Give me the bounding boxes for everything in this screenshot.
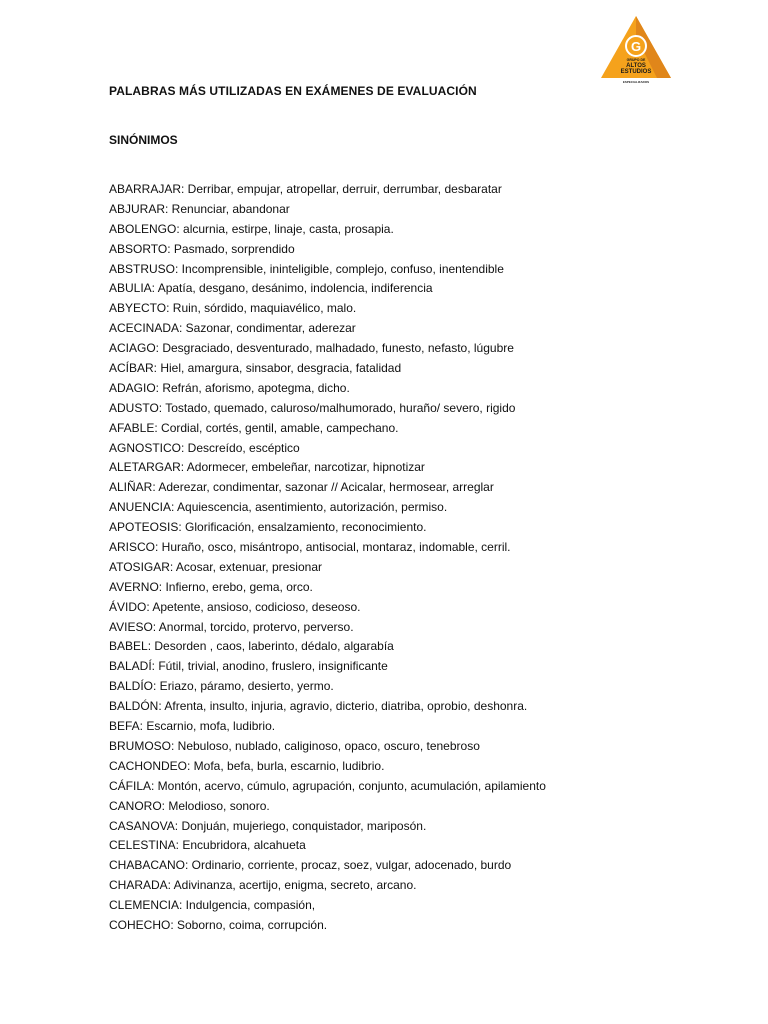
synonym-entry: BALDÓN: Afrenta, insulto, injuria, agravio, dicterio, diatriba, oprobio, deshonra.: [109, 699, 528, 714]
synonym-entry: ABARRAJAR: Derribar, empujar, atropellar, derruir, derrumbar, desbaratar: [109, 182, 502, 196]
synonym-entry: APOTEOSIS: Glorificación, ensalzamiento, reconocimiento.: [109, 520, 427, 535]
synonym-entry: CLEMENCIA: Indulgencia, compasión,: [109, 898, 316, 913]
section-heading: SINÓNIMOS: [109, 133, 178, 147]
synonym-entry: ANUENCIA: Aquiescencia, asentimiento, autorización, permiso.: [109, 500, 448, 515]
synonym-entry: CÁFILA: Montón, acervo, cúmulo, agrupación, conjunto, acumulación, apilamiento: [109, 778, 546, 793]
synonym-entry: ATOSIGAR: Acosar, extenuar, presionar: [109, 559, 322, 574]
logo-letter: G: [630, 39, 642, 54]
synonym-entry: BABEL: Desorden , caos, laberinto, dédalo, algarabía: [109, 639, 394, 654]
synonym-entry: ACECINADA: Sazonar, condimentar, aderezar: [109, 321, 356, 336]
synonym-entry: ABSTRUSO: Incomprensible, ininteligible, complejo, confuso, inentendible: [109, 261, 504, 276]
logo-line1: GRUPO DE: [626, 58, 646, 62]
logo-line2: ALTOS: [626, 63, 646, 69]
synonym-entry: ABSORTO: Pasmado, sorprendido: [109, 241, 295, 256]
synonym-entry: ACIAGO: Desgraciado, desventurado, malhadado, funesto, nefasto, lúgubre: [109, 341, 514, 356]
synonym-entry: AFABLE: Cordial, cortés, gentil, amable, campechano.: [109, 420, 399, 435]
synonym-entry: ÁVIDO: Apetente, ansioso, codicioso, deseoso.: [109, 599, 361, 614]
synonym-entry: ADAGIO: Refrán, aforismo, apotegma, dicho.: [109, 380, 350, 395]
document-title: PALABRAS MÁS UTILIZADAS EN EXÁMENES DE EVALUACIÓN: [109, 84, 477, 98]
synonym-entry: BRUMOSO: Nebuloso, nublado, caliginoso, opaco, oscuro, tenebroso: [109, 738, 480, 753]
synonym-entry: BALADÍ: Fútil, trivial, anodino, fruslero, insignificante: [109, 659, 388, 674]
synonym-entry: ABULIA: Apatía, desgano, desánimo, indolencia, indiferencia: [109, 281, 433, 296]
synonym-entry: CASANOVA: Donjuán, mujeriego, conquistador, mariposón.: [109, 818, 427, 833]
synonym-entry: ADUSTO: Tostado, quemado, caluroso/malhumorado, huraño/ severo, rigido: [109, 400, 516, 415]
synonym-entry: ABYECTO: Ruin, sórdido, maquiavélico, malo.: [109, 301, 357, 316]
logo-line4: ESPECIALIZADOS: [622, 80, 650, 84]
synonym-entry: ACÍBAR: Hiel, amargura, sinsabor, desgracia, fatalidad: [109, 361, 402, 376]
synonym-entry: AVIESO: Anormal, torcido, protervo, perverso.: [109, 619, 354, 634]
synonym-entry: ABOLENGO: alcurnia, estirpe, linaje, casta, prosapia.: [109, 221, 394, 236]
logo-line3: ESTUDIOS: [620, 69, 652, 75]
synonym-entry: CELESTINA: Encubridora, alcahueta: [109, 838, 306, 853]
institution-logo: [597, 6, 675, 92]
synonym-entry: CACHONDEO: Mofa, befa, burla, escarnio, ludibrio.: [109, 758, 385, 773]
synonym-entry: ARISCO: Huraño, osco, misántropo, antisocial, montaraz, indomable, cerril.: [109, 540, 511, 555]
synonym-entry: BALDÍO: Eriazo, páramo, desierto, yermo.: [109, 679, 334, 694]
synonym-entry: CANORO: Melodioso, sonoro.: [109, 798, 270, 813]
synonym-entry: CHARADA: Adivinanza, acertijo, enigma, secreto, arcano.: [109, 878, 417, 893]
synonym-entry: ABJURAR: Renunciar, abandonar: [109, 201, 290, 216]
synonym-entry: CHABACANO: Ordinario, corriente, procaz, soez, vulgar, adocenado, burdo: [109, 858, 512, 873]
synonym-entry: ALIÑAR: Aderezar, condimentar, sazonar // Acicalar, hermosear, arreglar: [109, 480, 494, 495]
synonym-entry: AVERNO: Infierno, erebo, gema, orco.: [109, 579, 313, 594]
synonym-entry: COHECHO: Soborno, coima, corrupción.: [109, 917, 328, 932]
synonym-entry: BEFA: Escarnio, mofa, ludibrio.: [109, 719, 276, 734]
synonym-list: [109, 180, 546, 936]
synonym-entry: ALETARGAR: Adormecer, embeleñar, narcotizar, hipnotizar: [109, 460, 425, 475]
synonym-entry: AGNOSTICO: Descreído, escéptico: [109, 440, 300, 455]
